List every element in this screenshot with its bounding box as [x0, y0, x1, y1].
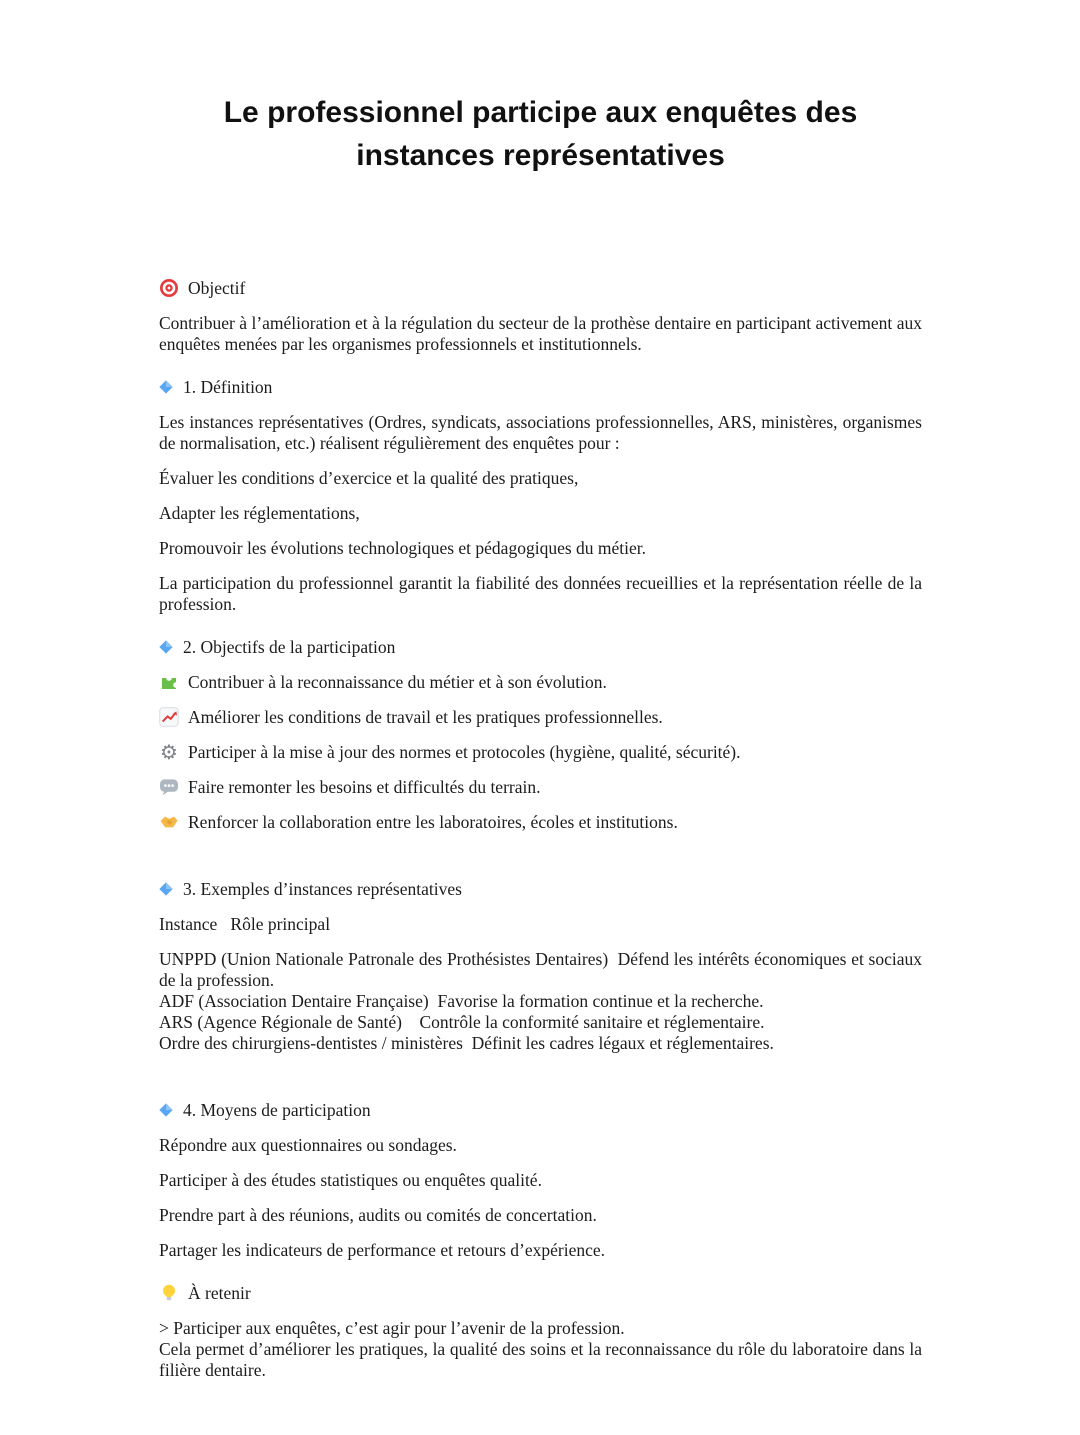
bullet-item	[159, 777, 922, 798]
blue-diamond-icon	[159, 640, 173, 654]
puzzle-icon	[159, 672, 179, 692]
bullet-item	[159, 739, 922, 764]
definition-point: Évaluer les conditions d’exercice et la qualité des pratiques,	[159, 467, 579, 488]
bullet-item	[159, 707, 922, 728]
table-row: UNPPD (Union Nationale Patronale des Prothésistes Dentaires) Défend les intérêts économiques et sociaux de la profession.	[159, 948, 927, 990]
section-heading-retenir	[159, 1283, 922, 1304]
section-heading-label: 2. Objectifs de la participation	[183, 636, 396, 657]
moyens-point: Prendre part à des réunions, audits ou comités de concertation.	[159, 1204, 597, 1225]
target-icon	[159, 278, 179, 298]
bullet-item	[159, 672, 922, 693]
section-heading-label: Objectif	[188, 277, 246, 298]
retenir-line: Cela permet d’améliorer les pratiques, la qualité des soins et la reconnaissance du rôle du laboratoire dans la filière dentaire.	[159, 1338, 922, 1380]
handshake-icon	[159, 812, 179, 832]
moyens-point: Participer à des études statistiques ou enquêtes qualité.	[159, 1169, 542, 1190]
section-heading-label: À retenir	[188, 1282, 251, 1303]
section-heading-definition	[159, 377, 922, 398]
table-row: ADF (Association Dentaire Française) Favorise la formation continue et la recherche.	[159, 990, 764, 1011]
blue-diamond-icon	[159, 882, 173, 896]
moyens-point: Répondre aux questionnaires ou sondages.	[159, 1134, 457, 1155]
section-heading-moyens	[159, 1100, 922, 1121]
instances-table	[159, 948, 927, 1054]
section-heading-label: 4. Moyens de participation	[183, 1099, 371, 1120]
retenir-line: > Participer aux enquêtes, c’est agir pour l’avenir de la profession.	[159, 1317, 625, 1338]
page-title: Le professionnel participe aux enquêtes des instances représentatives	[223, 96, 858, 172]
table-row: ARS (Agence Régionale de Santé) Contrôle la conformité sanitaire et réglementaire.	[159, 1011, 765, 1032]
bullet-item	[159, 812, 922, 833]
moyens-point: Partager les indicateurs de performance et retours d’expérience.	[159, 1239, 606, 1260]
bullet-text: Contribuer à la reconnaissance du métier et à son évolution.	[188, 671, 607, 692]
paragraph-objectif: Contribuer à l’amélioration et à la régulation du secteur de la prothèse dentaire en participant activement aux enquêtes menées par les organismes professionnels et institutionnels.	[159, 312, 922, 354]
bullet-text: Améliorer les conditions de travail et les pratiques professionnelles.	[188, 706, 663, 727]
chart-up-icon	[159, 707, 179, 727]
gear-icon: ⚙	[160, 739, 178, 764]
light-bulb-icon	[159, 1283, 179, 1303]
bullet-text: Renforcer la collaboration entre les laboratoires, écoles et institutions.	[188, 811, 678, 832]
definition-point: Adapter les réglementations,	[159, 502, 360, 523]
bullet-text: Participer à la mise à jour des normes et protocoles (hygiène, qualité, sécurité).	[188, 741, 741, 762]
table-header: Instance Rôle principal	[159, 913, 331, 934]
retenir-block	[159, 1318, 922, 1381]
definition-point: Promouvoir les évolutions technologiques et pédagogiques du métier.	[159, 537, 647, 558]
paragraph-definition-intro: Les instances représentatives (Ordres, syndicats, associations professionnelles, ARS, ministères, organismes de normalisation, etc.) réalisent régulièrement des enquêtes pour :	[159, 411, 922, 453]
section-heading-label: 3. Exemples d’instances représentatives	[183, 878, 462, 899]
section-heading-objectifs-participation	[159, 637, 922, 658]
section-heading-label: 1. Définition	[183, 376, 273, 397]
blue-diamond-icon	[159, 380, 173, 394]
section-heading-objectif	[159, 278, 922, 299]
blue-diamond-icon	[159, 1103, 173, 1117]
section-heading-exemples	[159, 879, 922, 900]
speech-bubble-icon	[159, 777, 179, 797]
bullet-text: Faire remonter les besoins et difficultés du terrain.	[188, 776, 541, 797]
table-row: Ordre des chirurgiens-dentistes / ministères Définit les cadres légaux et réglementaires.	[159, 1032, 774, 1053]
paragraph-definition-outro: La participation du professionnel garantit la fiabilité des données recueillies et la représentation réelle de la profession.	[159, 572, 922, 614]
